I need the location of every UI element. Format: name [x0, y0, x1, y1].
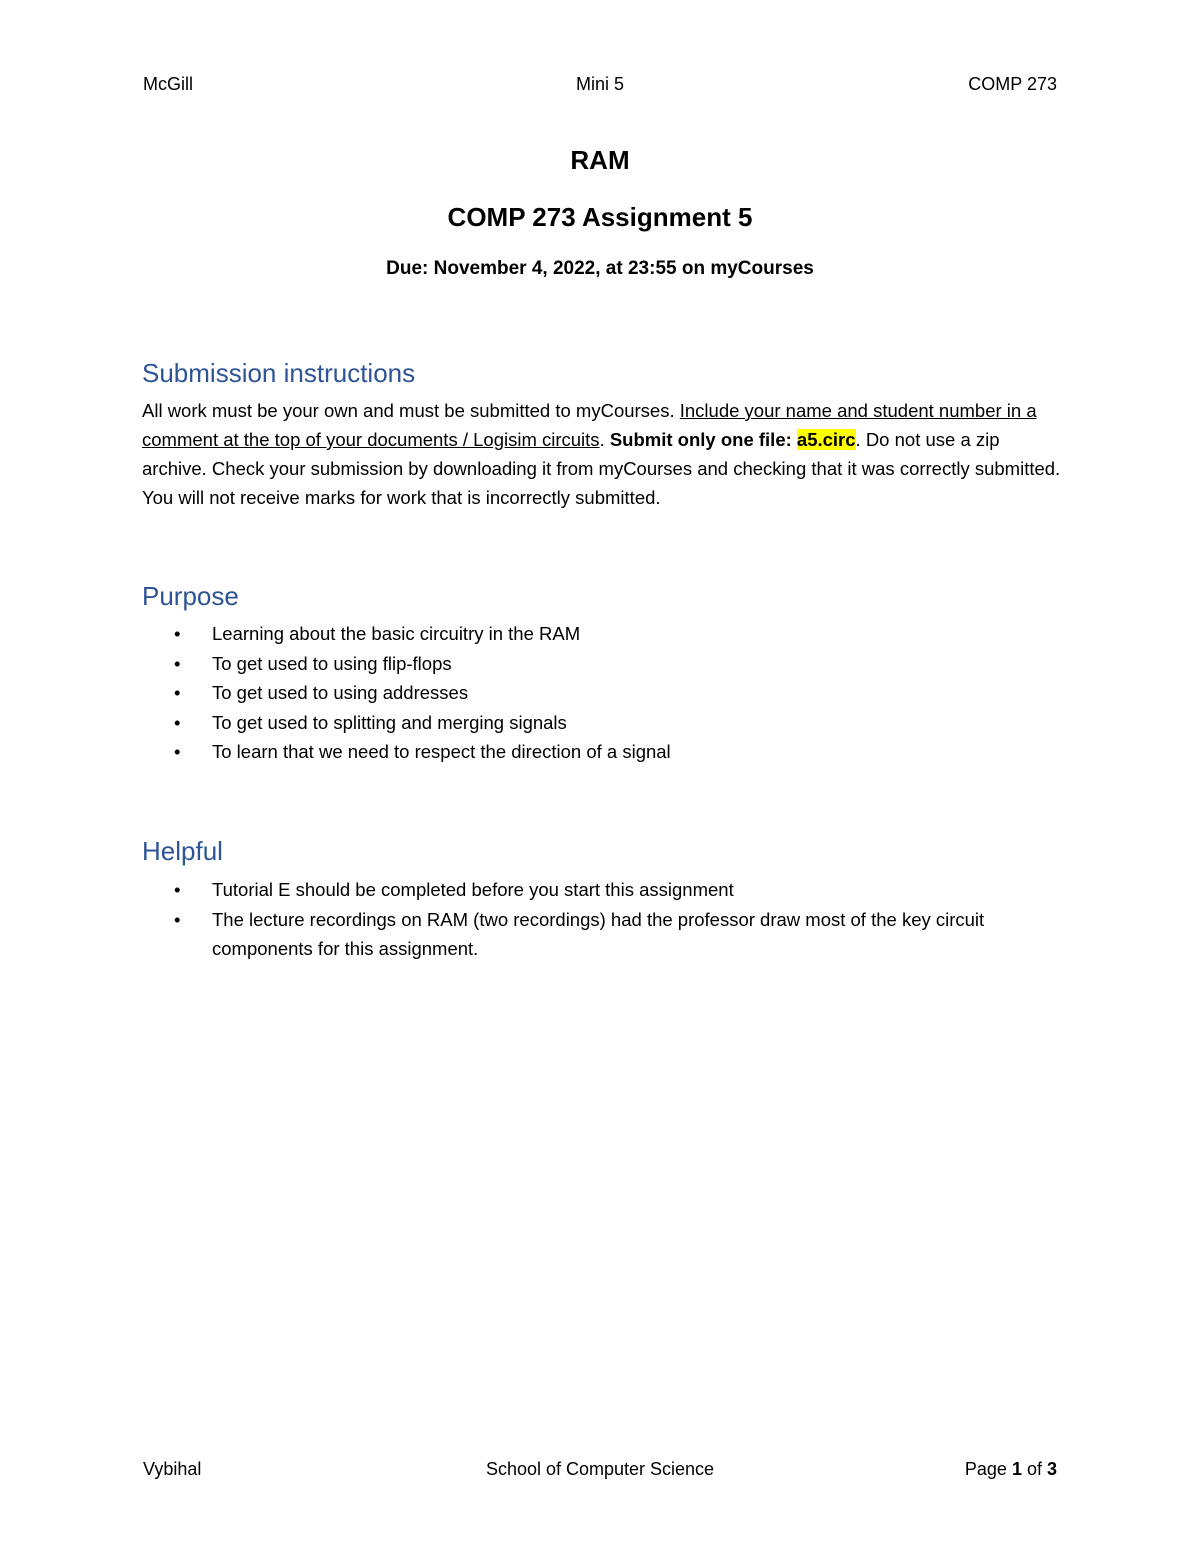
- helpful-heading: Helpful: [142, 836, 223, 866]
- page-total: 3: [1046, 1459, 1057, 1479]
- page-current: 1: [1011, 1459, 1022, 1479]
- bullet-icon: •: [174, 652, 181, 674]
- page-word: Page: [964, 1459, 1012, 1479]
- header-center: Mini 5: [575, 74, 624, 94]
- submission-text-1: All work must be your own and must be submitted to myCourses.: [142, 400, 680, 421]
- helpful-list: [142, 875, 1062, 964]
- list-item-text: To get used to using addresses: [212, 682, 469, 703]
- submission-text-3: . Do not use a zip archive. Check your submission by downloading it from myCourses and checking that it was correctly submitted. You will not receive marks for work that is incorrectly submitted.: [142, 429, 1061, 508]
- list-item-text: To learn that we need to respect the direction of a signal: [212, 741, 671, 762]
- submission-bold: Submit only one file:: [609, 429, 797, 450]
- list-item: [142, 678, 1062, 708]
- list-item-text: Tutorial E should be completed before you start this assignment: [212, 879, 734, 900]
- list-item: [142, 737, 1062, 767]
- bullet-icon: •: [174, 711, 181, 733]
- list-item-text: The lecture recordings on RAM (two recordings) had the professor draw most of the key circuit components for this assignment.: [212, 908, 985, 959]
- purpose-heading: Purpose: [142, 581, 239, 611]
- submission-file-name: a5.circ: [796, 429, 856, 450]
- bullet-icon: •: [174, 623, 181, 644]
- page-number: [965, 1459, 1057, 1480]
- header-left: McGill: [143, 74, 193, 94]
- list-item: [142, 905, 1062, 964]
- doc-subtitle: COMP 273 Assignment 5: [447, 202, 753, 232]
- submission-text-2: .: [599, 429, 610, 450]
- header-right: COMP 273: [968, 74, 1057, 94]
- list-item: [142, 619, 1062, 649]
- submission-underlined: Include your name and student number in a comment at the top of your documents / Logisim circuits: [142, 400, 1037, 450]
- list-item: [142, 649, 1062, 679]
- footer-left: Vybihal: [143, 1459, 202, 1479]
- list-item-text: Learning about the basic circuitry in the RAM: [212, 623, 581, 644]
- bullet-icon: •: [174, 879, 181, 900]
- doc-title: RAM: [570, 145, 630, 175]
- purpose-list: [142, 619, 1062, 767]
- bullet-icon: •: [174, 741, 181, 762]
- list-item-text: To get used to using flip-flops: [212, 652, 452, 674]
- bullet-icon: •: [174, 682, 181, 703]
- due-date: Due: November 4, 2022, at 23:55 on myCourses: [386, 258, 814, 279]
- list-item-text: To get used to splitting and merging signals: [212, 711, 567, 733]
- list-item: [142, 708, 1062, 738]
- of-word: of: [1021, 1459, 1047, 1479]
- bullet-icon: •: [174, 908, 181, 930]
- footer-center: School of Computer Science: [485, 1459, 715, 1479]
- submission-paragraph: [142, 396, 1062, 512]
- list-item: [142, 875, 1062, 905]
- submission-heading: Submission instructions: [142, 358, 416, 388]
